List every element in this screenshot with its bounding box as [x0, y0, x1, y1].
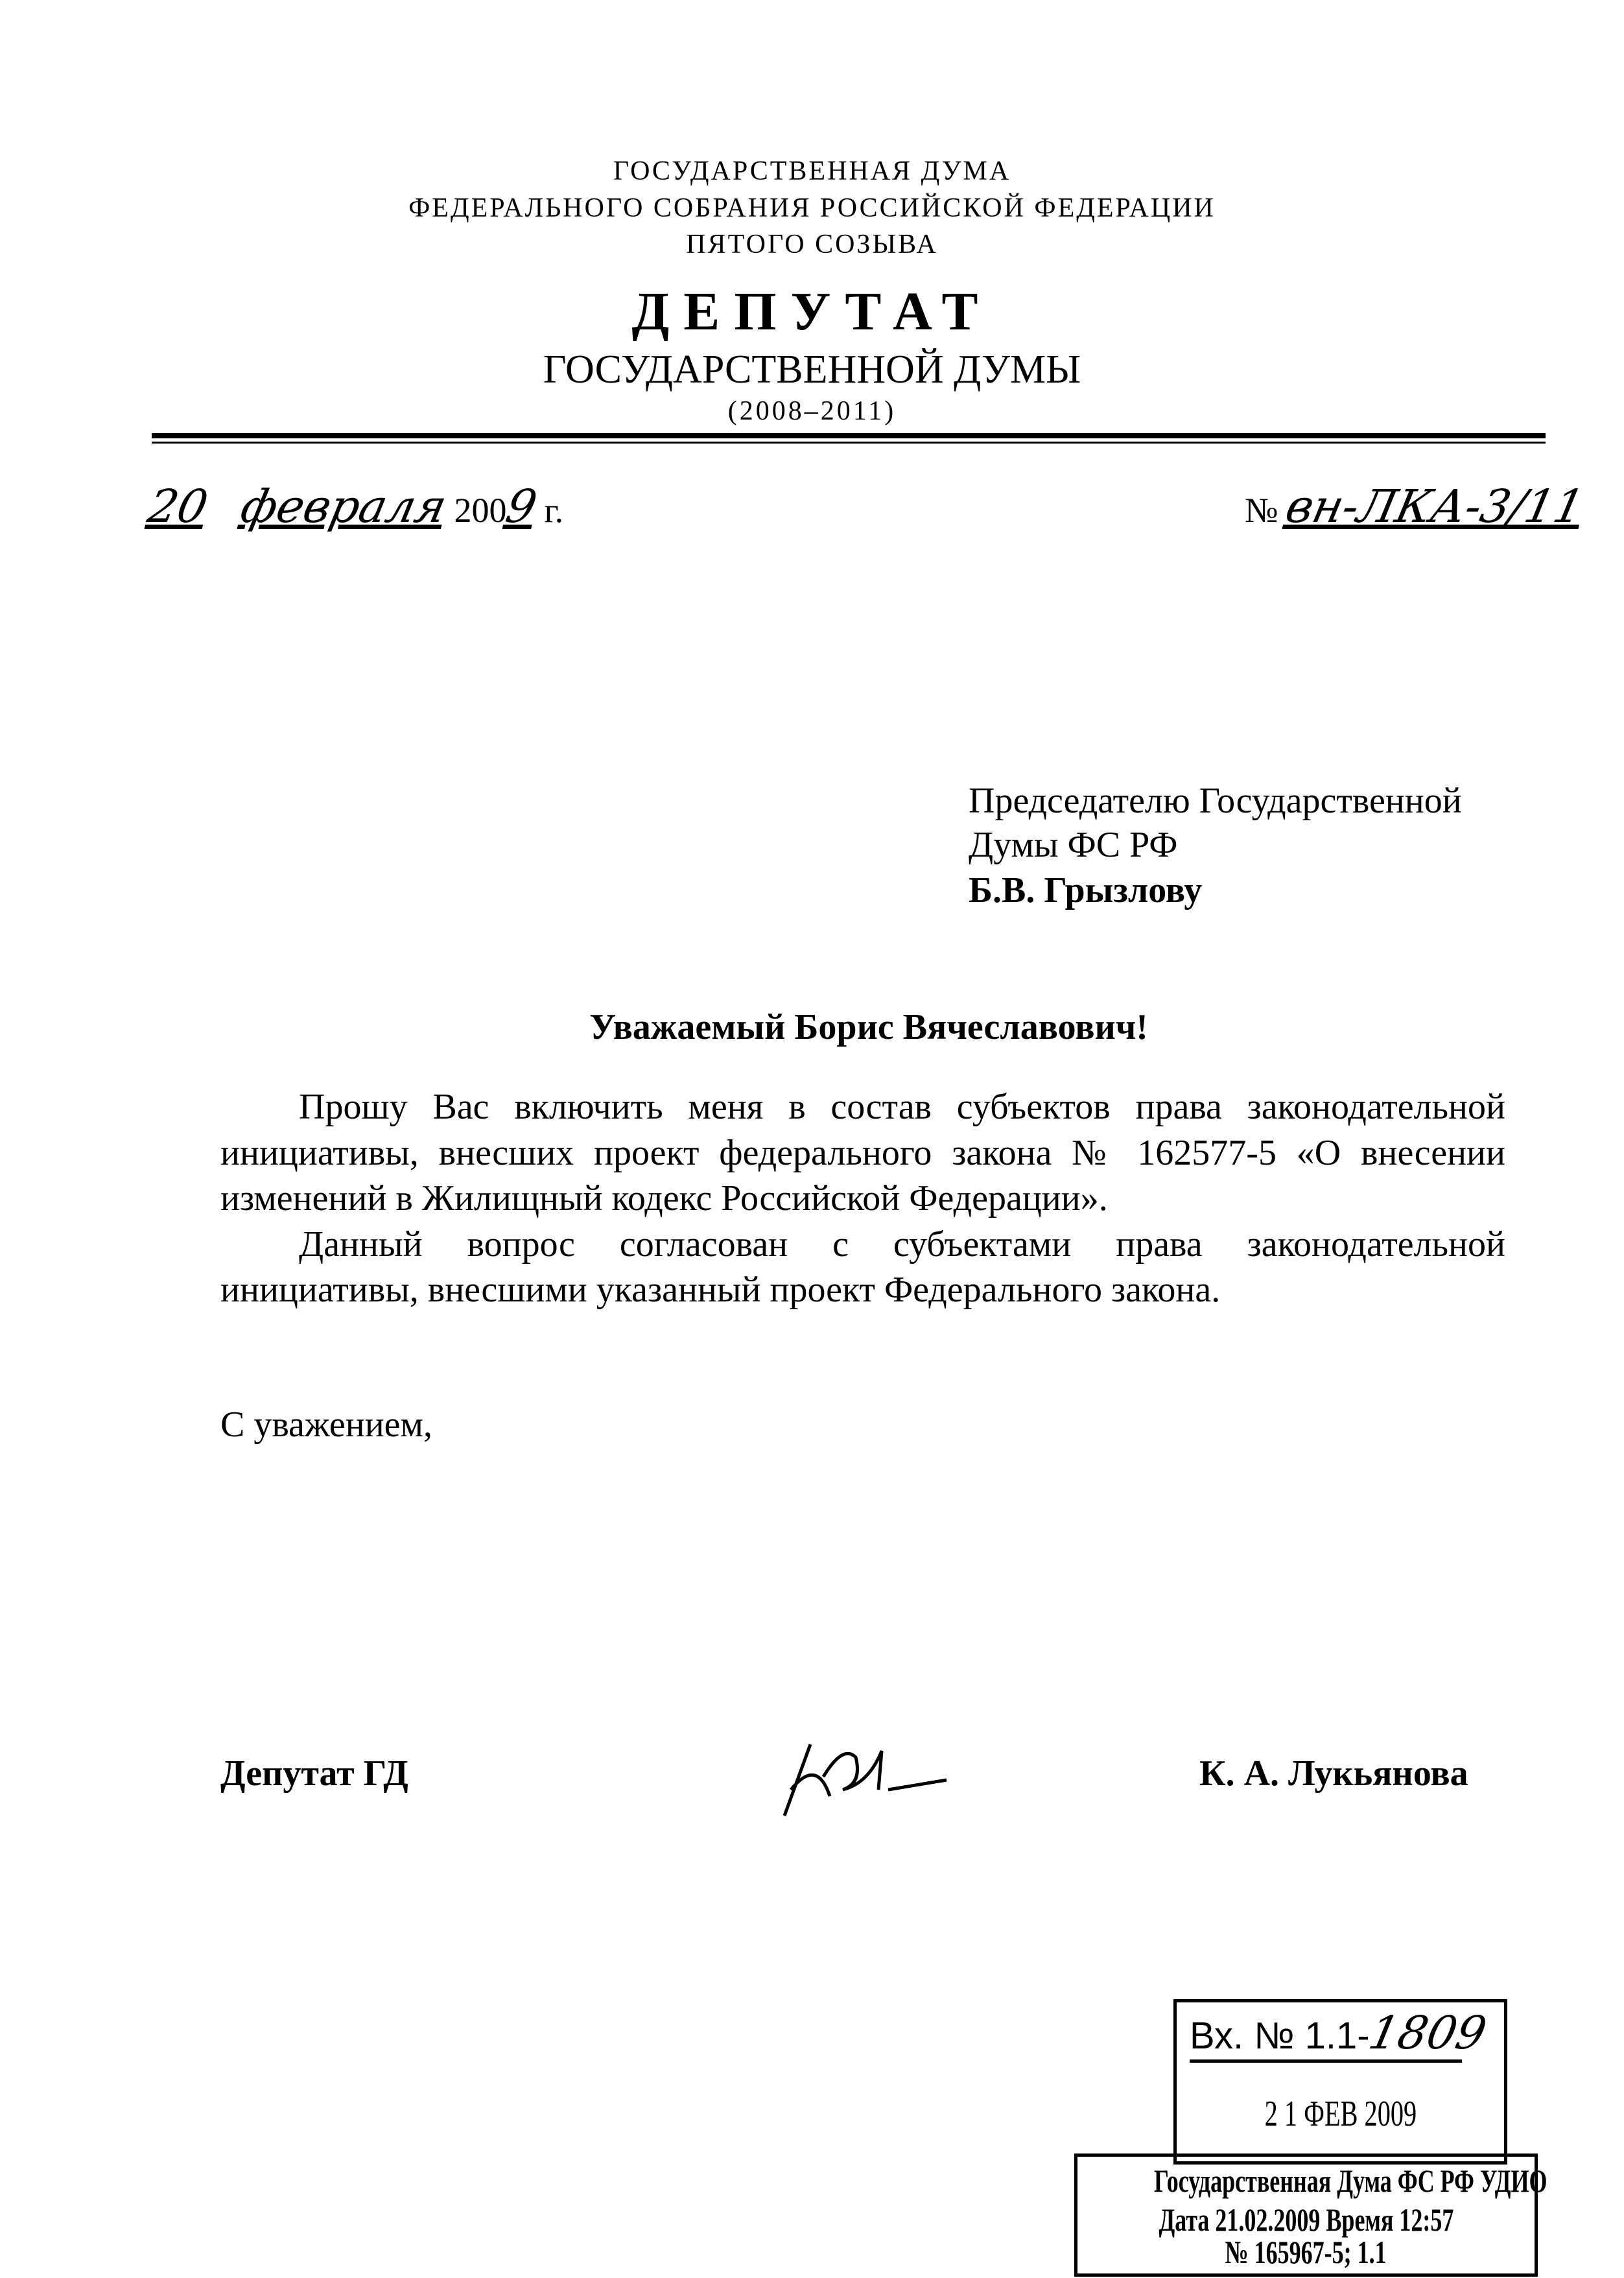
letterhead-term: (2008–2011) — [727, 396, 897, 426]
date-suffix: г. — [544, 491, 564, 530]
header-rule-thin — [152, 442, 1546, 444]
header-rule-thick — [152, 433, 1546, 438]
p1-line: инициативы, внесших проект федерального закона № 162577-5 «О внесении — [220, 1132, 1505, 1173]
date-year-prefix: 200 — [454, 491, 507, 530]
incoming-date-text: 2 1 ФЕВ 2009 — [1264, 2094, 1417, 2134]
outgoing-number — [1245, 480, 1589, 533]
handwritten-signature — [765, 1718, 959, 1825]
addressee-name: Б.В. Грызлову — [969, 870, 1203, 910]
letterhead-line2: ФЕДЕРАЛЬНОГО СОБРАНИЯ РОССИЙСКОЙ ФЕДЕРАЦИИ — [408, 193, 1216, 223]
incoming-date — [1177, 2093, 1504, 2135]
incoming-label — [1190, 2006, 1491, 2063]
p2-line: инициативы, внесшими указанный проект Федерального закона. — [220, 1270, 1221, 1310]
incoming-stamp — [1173, 1999, 1507, 2165]
date-line — [143, 480, 564, 533]
body-paragraph-1 — [220, 1084, 1505, 1313]
incoming-handwritten-number: 1809 — [1363, 2006, 1491, 2059]
number-label: № — [1245, 491, 1278, 530]
incoming-label-text: Вх. № 1.1- — [1190, 2015, 1370, 2057]
letterhead-line3: ПЯТОГО СОЗЫВА — [686, 230, 938, 259]
letterhead-line1: ГОСУДАРСТВЕННАЯ ДУМА — [613, 156, 1011, 186]
registry-number-text: № 165967-5; 1.1 — [1225, 2234, 1387, 2270]
p2-line: Данный вопрос согласован с субъектами права законодательной — [299, 1224, 1505, 1264]
letterhead-title: ДЕПУТАТ — [631, 281, 993, 342]
registry-number — [1077, 2233, 1535, 2271]
registry-org — [1077, 2162, 1548, 2200]
signer-position: Депутат ГД — [220, 1753, 408, 1794]
registry-stamp — [1074, 2153, 1548, 2277]
addressee-line2: Думы ФС РФ — [969, 825, 1178, 865]
closing: С уважением, — [220, 1405, 432, 1445]
registry-org-text: Государственная Дума ФС РФ УДИО — [1153, 2163, 1548, 2199]
date-month: февраля — [235, 480, 451, 533]
signer-name: К. А. Лукьянова — [1199, 1753, 1468, 1794]
number-value: вн-ЛКА-3/11 — [1281, 480, 1589, 533]
greeting: Уважаемый Борис Вячеславович! — [589, 1007, 1148, 1047]
p1-line: Прошу Вас включить меня в состав субъектов права законодательной — [299, 1087, 1505, 1127]
registry-datetime-text: Дата 21.02.2009 Время 12:57 — [1159, 2201, 1453, 2238]
date-day: 20 — [143, 480, 213, 533]
addressee-line1: Председателю Государственной — [969, 781, 1462, 821]
date-year-suffix: 9 — [500, 480, 541, 533]
p1-line: изменений в Жилищный кодекс Российской Федерации». — [220, 1178, 1108, 1218]
letterhead-subtitle: ГОСУДАРСТВЕННОЙ ДУМЫ — [543, 348, 1081, 392]
